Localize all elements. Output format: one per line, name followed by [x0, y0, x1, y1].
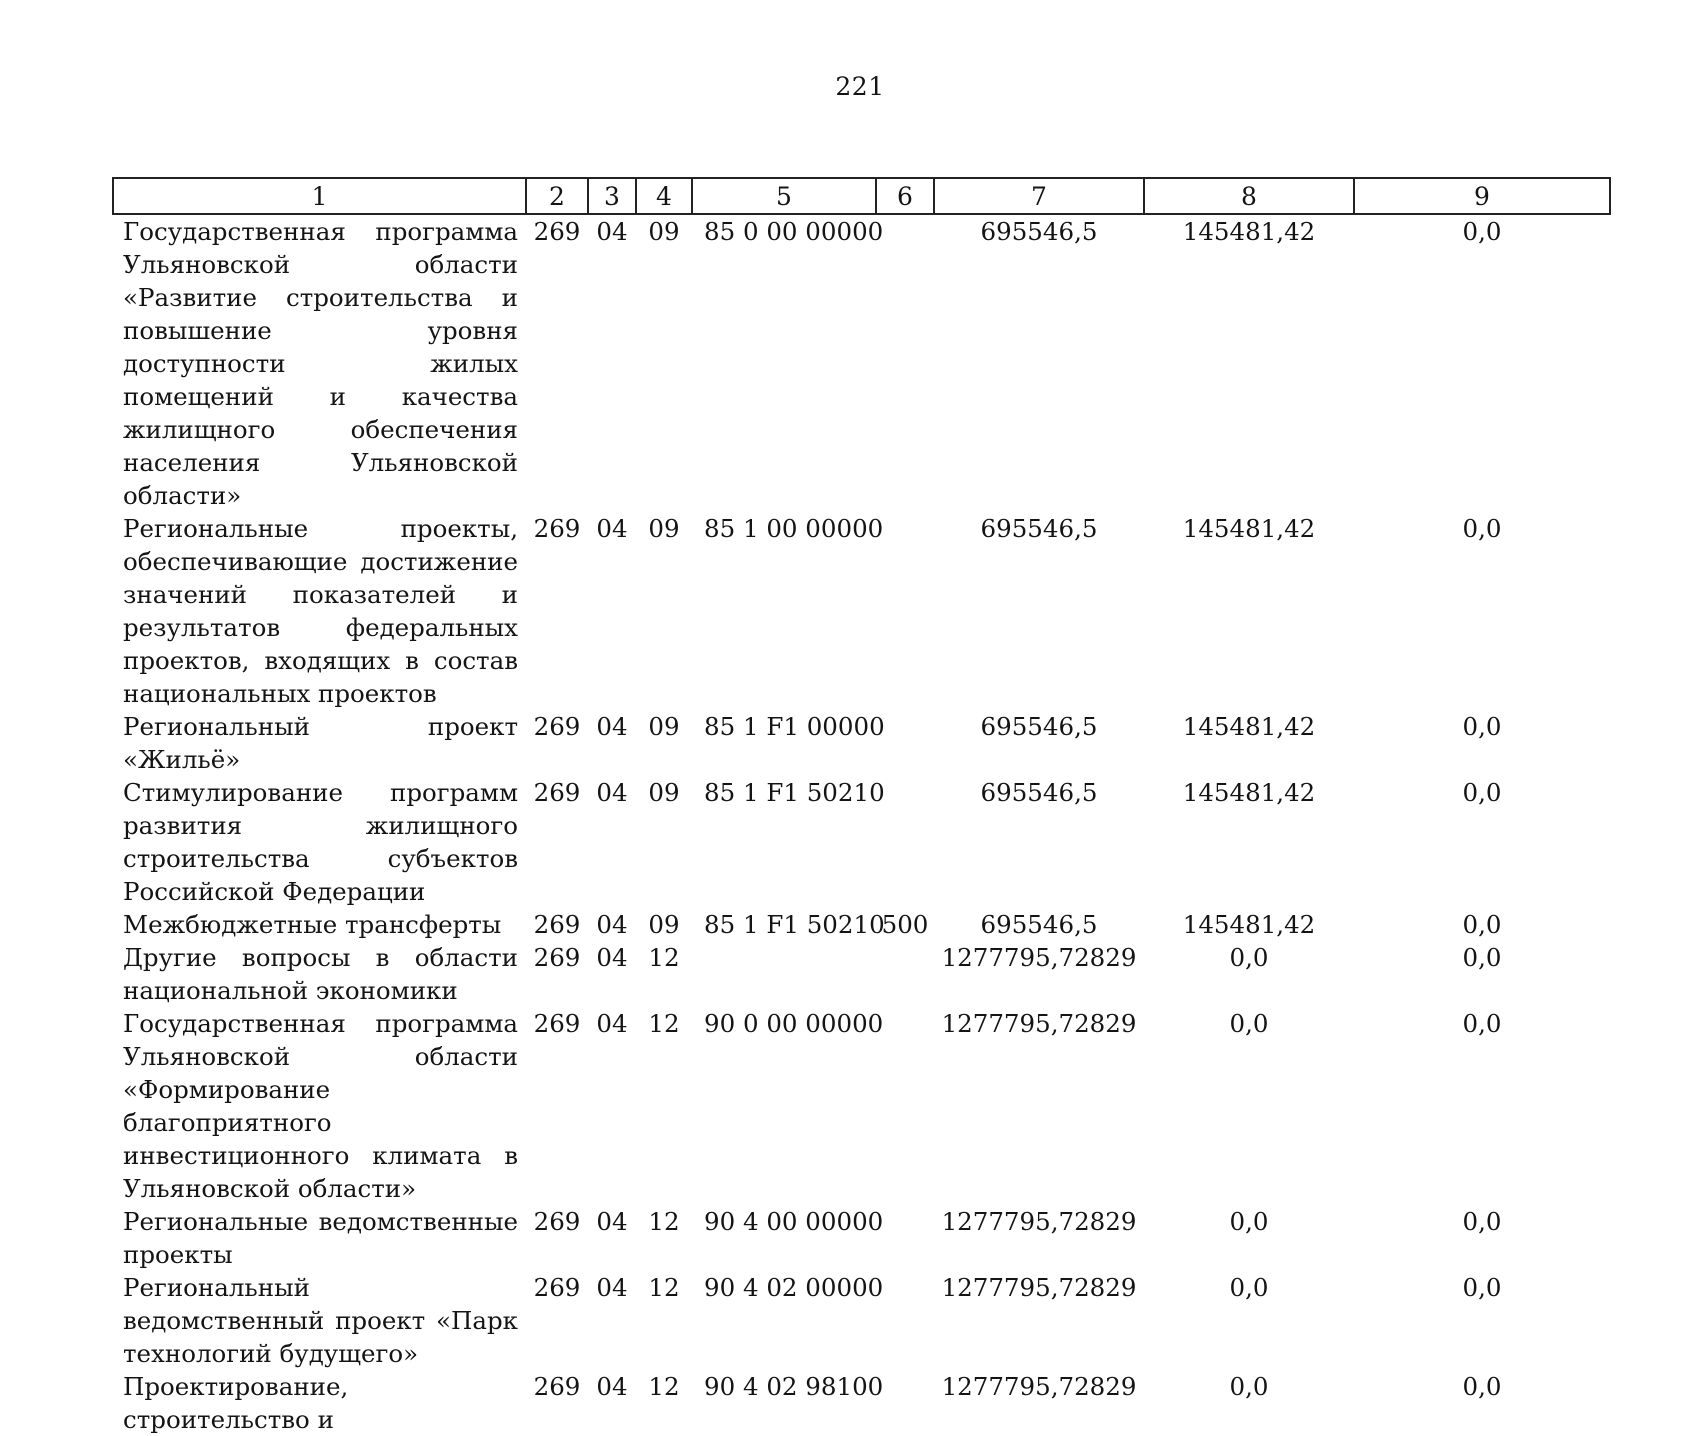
column-header-9: 9 [1354, 178, 1610, 214]
row-name: Межбюджетные трансферты [123, 910, 502, 939]
section-code: 04 [596, 514, 628, 543]
table-row [113, 1370, 1610, 1436]
subsection-code: 09 [648, 910, 680, 939]
amount-col-9: 0,0 [1462, 217, 1502, 246]
amount-col-8: 145481,42 [1182, 778, 1316, 807]
amount-col-7: 1277795,72829 [941, 1273, 1137, 1302]
row-name: Другие вопросы в области национальной экономики [123, 943, 518, 1005]
ministry-code: 269 [533, 943, 581, 972]
page-number: 221 [835, 72, 885, 101]
row-name: Государственная программа Ульяновской области «Формирование благоприятного инвестиционного климата в Ульяновской области» [123, 1009, 518, 1203]
amount-col-8: 0,0 [1229, 1273, 1269, 1302]
target-item-code [692, 941, 876, 1007]
expense-type-code [876, 512, 934, 710]
column-header-3: 3 [588, 178, 636, 214]
target-item-code: 90 4 02 98100 [704, 1372, 884, 1401]
table-row [113, 1271, 1610, 1370]
expense-type-code [876, 1271, 934, 1370]
row-name: Стимулирование программ развития жилищного строительства субъектов Российской Федерации [123, 778, 518, 906]
target-item-code: 85 1 F1 00000 [704, 712, 885, 741]
expense-type-code [876, 776, 934, 908]
column-header-5: 5 [692, 178, 876, 214]
amount-col-9: 0,0 [1462, 712, 1502, 741]
ministry-code: 269 [533, 712, 581, 741]
column-number-header-row [113, 178, 1610, 214]
amount-col-8: 0,0 [1229, 1207, 1269, 1236]
amount-col-9: 0,0 [1462, 1207, 1502, 1236]
subsection-code: 12 [648, 943, 680, 972]
table-row [113, 214, 1610, 512]
expense-type-code [876, 1370, 934, 1436]
target-item-code: 85 1 F1 50210 [704, 778, 885, 807]
section-code: 04 [596, 217, 628, 246]
target-item-code: 85 1 F1 50210 [704, 910, 885, 939]
row-name: Государственная программа Ульяновской области «Развитие строительства и повышение уровня доступности жилых помещений и качества жилищного обеспечения населения Ульяновской области» [123, 217, 518, 510]
target-item-code: 85 0 00 00000 [704, 217, 884, 246]
section-code: 04 [596, 712, 628, 741]
expense-type-code: 500 [881, 910, 929, 939]
amount-col-7: 695546,5 [980, 217, 1098, 246]
ministry-code: 269 [533, 1207, 581, 1236]
amount-col-7: 1277795,72829 [941, 1009, 1137, 1038]
table-row [113, 1007, 1610, 1205]
section-code: 04 [596, 910, 628, 939]
amount-col-8: 145481,42 [1182, 217, 1316, 246]
amount-col-7: 1277795,72829 [941, 1207, 1137, 1236]
budget-table [112, 177, 1611, 1436]
section-code: 04 [596, 1009, 628, 1038]
section-code: 04 [596, 943, 628, 972]
subsection-code: 09 [648, 778, 680, 807]
subsection-code: 12 [648, 1207, 680, 1236]
amount-col-7: 695546,5 [980, 514, 1098, 543]
subsection-code: 12 [648, 1273, 680, 1302]
section-code: 04 [596, 1273, 628, 1302]
subsection-code: 09 [648, 217, 680, 246]
column-header-1: 1 [113, 178, 526, 214]
amount-col-7: 695546,5 [980, 910, 1098, 939]
amount-col-8: 0,0 [1229, 1372, 1269, 1401]
amount-col-8: 145481,42 [1182, 712, 1316, 741]
ministry-code: 269 [533, 778, 581, 807]
ministry-code: 269 [533, 1372, 581, 1401]
row-name: Проектирование, строительство и [123, 1372, 349, 1434]
expense-type-code [876, 941, 934, 1007]
column-header-6: 6 [876, 178, 934, 214]
expense-type-code [876, 1205, 934, 1271]
subsection-code: 09 [648, 712, 680, 741]
row-name: Региональные проекты, обеспечивающие достижение значений показателей и результатов федеральных проектов, входящих в состав национальных проектов [123, 514, 518, 708]
target-item-code: 90 0 00 00000 [704, 1009, 884, 1038]
ministry-code: 269 [533, 910, 581, 939]
table-row [113, 776, 1610, 908]
table-row [113, 941, 1610, 1007]
table-row [113, 710, 1610, 776]
amount-col-9: 0,0 [1462, 514, 1502, 543]
column-header-8: 8 [1144, 178, 1354, 214]
expense-type-code [876, 1007, 934, 1205]
amount-col-7: 1277795,72829 [941, 943, 1137, 972]
ministry-code: 269 [533, 217, 581, 246]
subsection-code: 12 [648, 1372, 680, 1401]
amount-col-7: 1277795,72829 [941, 1372, 1137, 1401]
amount-col-7: 695546,5 [980, 778, 1098, 807]
amount-col-8: 145481,42 [1182, 910, 1316, 939]
row-name: Региональный ведомственный проект «Парк технологий будущего» [123, 1273, 518, 1368]
amount-col-8: 0,0 [1229, 943, 1269, 972]
amount-col-9: 0,0 [1462, 1372, 1502, 1401]
column-header-7: 7 [934, 178, 1144, 214]
table-row [113, 908, 1610, 941]
row-name: Региональные ведомственные проекты [123, 1207, 518, 1269]
amount-col-9: 0,0 [1462, 943, 1502, 972]
expense-type-code [876, 214, 934, 512]
amount-col-8: 0,0 [1229, 1009, 1269, 1038]
column-header-4: 4 [636, 178, 692, 214]
table-row [113, 1205, 1610, 1271]
target-item-code: 90 4 02 00000 [704, 1273, 884, 1302]
amount-col-9: 0,0 [1462, 910, 1502, 939]
ministry-code: 269 [533, 514, 581, 543]
amount-col-9: 0,0 [1462, 1009, 1502, 1038]
subsection-code: 09 [648, 514, 680, 543]
amount-col-9: 0,0 [1462, 778, 1502, 807]
amount-col-9: 0,0 [1462, 1273, 1502, 1302]
section-code: 04 [596, 778, 628, 807]
target-item-code: 90 4 00 00000 [704, 1207, 884, 1236]
subsection-code: 12 [648, 1009, 680, 1038]
target-item-code: 85 1 00 00000 [704, 514, 884, 543]
column-header-2: 2 [526, 178, 588, 214]
section-code: 04 [596, 1372, 628, 1401]
row-name: Региональный проект «Жильё» [123, 712, 518, 774]
section-code: 04 [596, 1207, 628, 1236]
ministry-code: 269 [533, 1009, 581, 1038]
amount-col-7: 695546,5 [980, 712, 1098, 741]
table-row [113, 512, 1610, 710]
expense-type-code [876, 710, 934, 776]
ministry-code: 269 [533, 1273, 581, 1302]
amount-col-8: 145481,42 [1182, 514, 1316, 543]
